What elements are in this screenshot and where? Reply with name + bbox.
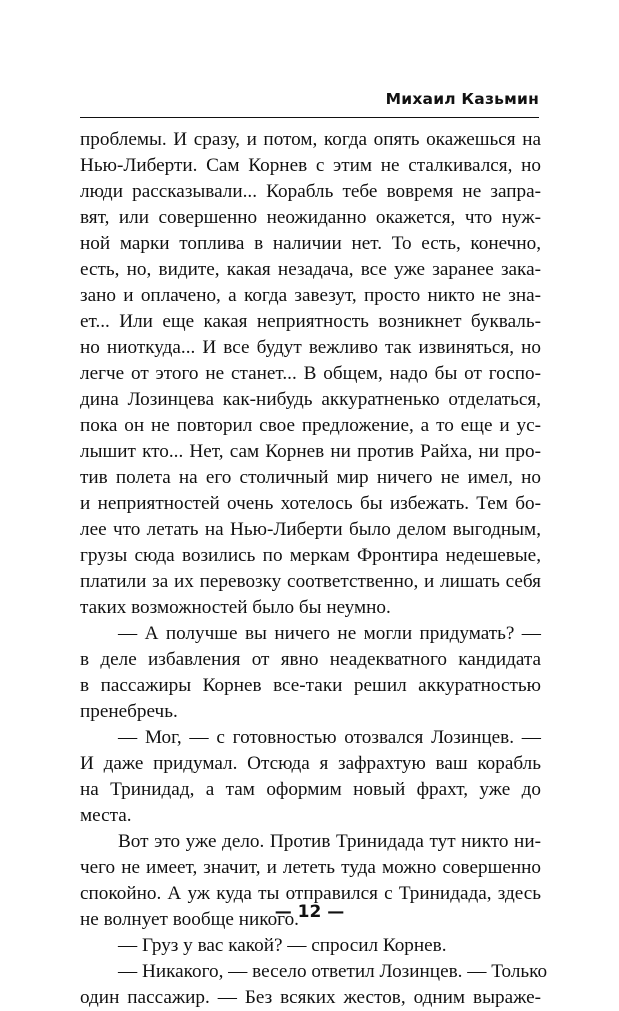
text-line: спокойно. А уж куда ты отправился с Тринидада, здесь (80, 883, 541, 904)
text-line: — А получше вы ничего не могли придумать? — (118, 623, 541, 644)
text-line: проблемы. И сразу, и потом, когда опять окажешься на (80, 129, 541, 150)
text-line: таких возможностей было бы неумно. (80, 597, 391, 618)
text-line: есть, но, видите, какая незадача, все уже заранее зака- (80, 259, 541, 280)
text-line: вят, или совершенно неожиданно окажется, что нуж- (80, 207, 541, 228)
text-line: один пассажир. — Без всяких жестов, одним выраже- (80, 987, 541, 1008)
text-line: дина Лозинцева как-нибудь аккуратненько отделаться, (80, 389, 541, 410)
text-line: не волнует вообще никого. (80, 909, 299, 930)
running-head-author: Михаил Казьмин (385, 90, 539, 108)
text-line: лее что летать на Нью-Либерти было делом выгодным, (80, 519, 541, 540)
text-line: лышит кто... Нет, сам Корнев ни против Райха, ни про- (80, 441, 541, 462)
text-line: и неприятностей очень хотелось бы избежать. Тем бо- (80, 493, 541, 514)
body-text (80, 127, 548, 1011)
header-rule (80, 117, 539, 118)
page-number: — 12 — (274, 902, 345, 922)
text-line: в пассажиры Корнев все-таки решил аккуратностью (80, 675, 541, 696)
text-line: пока он не повторил свое предложение, а то еще и ус- (80, 415, 541, 436)
text-line: — Никакого, — весело ответил Лозинцев. — Только (118, 961, 548, 982)
text-line: пренебречь. (80, 701, 178, 722)
text-line: Вот это уже дело. Против Тринидада тут никто ни- (118, 831, 541, 852)
text-line: на Тринидад, а там оформим новый фрахт, уже до (80, 779, 541, 800)
text-line: места. (80, 805, 132, 826)
text-line: в деле избавления от явно неадекватного кандидата (80, 649, 541, 670)
text-line: чего не имеет, значит, и лететь туда можно совершенно (80, 857, 541, 878)
text-line: И даже придумал. Отсюда я зафрахтую ваш корабль (80, 753, 541, 774)
text-line: тив полета на его столичный мир ничего не имел, но (80, 467, 541, 488)
text-line: ной марки топлива в наличии нет. То есть, конечно, (80, 233, 541, 254)
text-line: платили за их перевозку соответственно, и лишать себя (80, 571, 541, 592)
text-line: но ниоткуда... И все будут вежливо так извиняться, но (80, 337, 541, 358)
text-line: легче от этого не станет... В общем, надо бы от госпо- (80, 363, 541, 384)
text-line: грузы сюда возились по меркам Фронтира недешевые, (80, 545, 541, 566)
text-line: ет... Или еще какая неприятность возникнет букваль- (80, 311, 541, 332)
text-line: — Груз у вас какой? — спросил Корнев. (118, 935, 447, 956)
text-line: люди рассказывали... Корабль тебе вовремя не запра- (80, 181, 541, 202)
text-line: зано и оплачено, а когда завезут, просто никто не зна- (80, 285, 541, 306)
text-line: — Мог, — с готовностью отозвался Лозинцев. — (118, 727, 541, 748)
text-line: Нью-Либерти. Сам Корнев с этим не сталкивался, но (80, 155, 541, 176)
